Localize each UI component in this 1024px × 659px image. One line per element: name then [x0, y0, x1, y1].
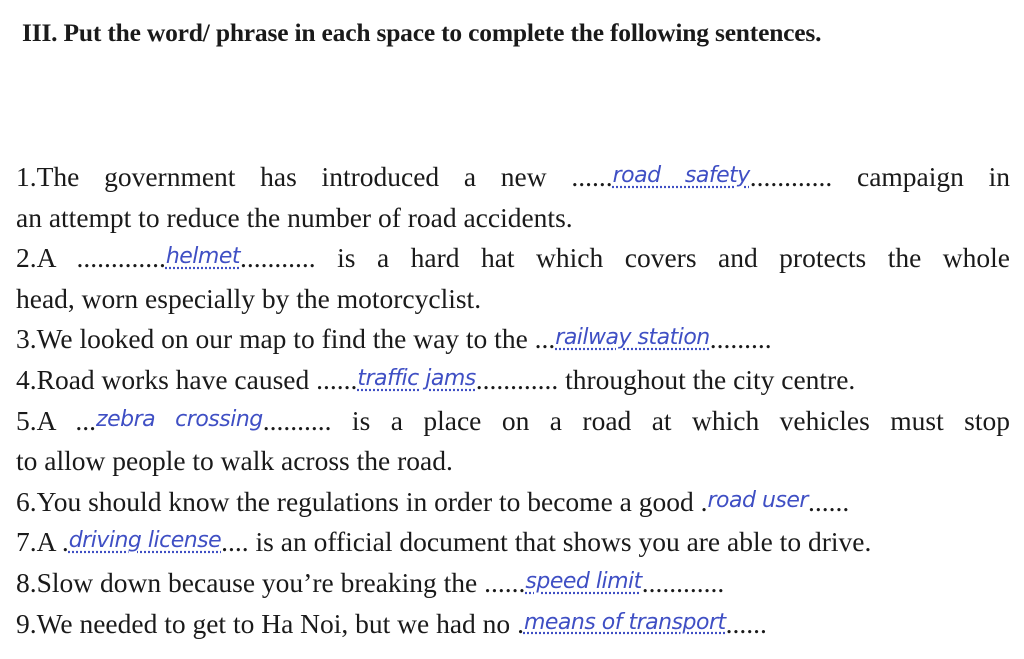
- sentence-text: We looked on our map to find the way to the: [36, 323, 535, 355]
- handwritten-answer: means of transport: [523, 609, 726, 635]
- blank-dots: .............: [76, 242, 166, 274]
- sentence-number: 3.: [16, 323, 37, 355]
- sentence-6-line-1: [16, 482, 1010, 523]
- handwritten-answer: zebra crossing: [96, 406, 263, 432]
- sentence-3-line-1: [16, 319, 1010, 360]
- sentence-text: throughout the city centre.: [558, 363, 856, 395]
- sentence-number: 9.: [16, 607, 37, 639]
- sentence-number: 4.: [16, 363, 37, 395]
- blank-dots: ...: [534, 323, 556, 355]
- sentence-number: 1.: [16, 161, 37, 192]
- sentence-8-line-1: [16, 563, 1010, 604]
- sentence-text: is an official document that shows you are able to drive.: [248, 526, 872, 558]
- sentence-text: is a place on a road at which vehicles must stop: [331, 404, 1010, 436]
- blank-dots: ............: [641, 566, 725, 598]
- blank-dots: .: [517, 607, 524, 639]
- blank-dots: ............: [749, 161, 833, 192]
- sentence-1-line-1: [16, 157, 1010, 198]
- handwritten-answer: speed limit: [525, 568, 642, 594]
- sentence-list: [16, 157, 1010, 644]
- handwritten-answer: helmet: [165, 244, 241, 270]
- sentence-text: A: [36, 526, 62, 558]
- sentence-text: We needed to get to Ha Noi, but we had no: [36, 607, 518, 639]
- sentence-9-line-1: [16, 604, 1010, 645]
- sentence-number: 5.: [16, 404, 37, 436]
- handwritten-answer: driving license: [68, 528, 222, 554]
- handwritten-answer: road safety: [612, 163, 750, 188]
- blank-dots: ..........: [262, 404, 332, 436]
- sentence-2-line-2: head, worn especially by the motorcyclist.: [16, 282, 482, 314]
- sentence-text: campaign in: [832, 161, 1010, 192]
- sentence-text: A: [36, 242, 77, 274]
- blank-dots: ............: [475, 363, 559, 395]
- handwritten-answer: railway station: [555, 325, 710, 351]
- handwritten-answer: traffic jams: [357, 365, 476, 391]
- sentence-4-line-1: [16, 360, 1010, 401]
- blank-dots: ......: [484, 566, 526, 598]
- blank-dots: ...: [75, 404, 97, 436]
- blank-dots: ....: [221, 526, 249, 558]
- sentence-text: Slow down because you’re breaking the: [36, 566, 485, 598]
- sentence-5-line-1: [16, 401, 1010, 442]
- sentence-text: Road works have caused: [36, 363, 317, 395]
- sentence-text: A: [36, 404, 76, 436]
- blank-dots: ...........: [240, 242, 316, 274]
- sentence-2-line-1: [16, 238, 1010, 279]
- sentence-number: 7.: [16, 526, 37, 558]
- blank-dots: ......: [316, 363, 358, 395]
- sentence-text: The government has introduced a new: [36, 161, 572, 192]
- sentence-5-line-2: to allow people to walk across the road.: [16, 445, 453, 477]
- blank-dots: ......: [571, 161, 613, 192]
- handwritten-answer: road user: [707, 487, 808, 513]
- blank-dots: .: [61, 526, 69, 558]
- blank-dots: .: [700, 485, 708, 517]
- sentence-number: 8.: [16, 566, 37, 598]
- sentence-text: is a hard hat which covers and protects the whole: [315, 242, 1011, 274]
- blank-dots: .........: [709, 323, 772, 355]
- sentence-1-line-2: an attempt to reduce the number of road accidents.: [16, 201, 573, 233]
- sentence-number: 2.: [16, 242, 37, 274]
- sentence-7-line-1: [16, 522, 1010, 563]
- exercise-heading: III. Put the word/ phrase in each space to complete the following sentences.: [22, 18, 822, 47]
- sentence-text: You should know the regulations in order to become a good: [36, 485, 701, 517]
- blank-dots: ......: [807, 485, 850, 517]
- sentence-number: 6.: [16, 485, 37, 517]
- blank-dots: ......: [725, 607, 767, 639]
